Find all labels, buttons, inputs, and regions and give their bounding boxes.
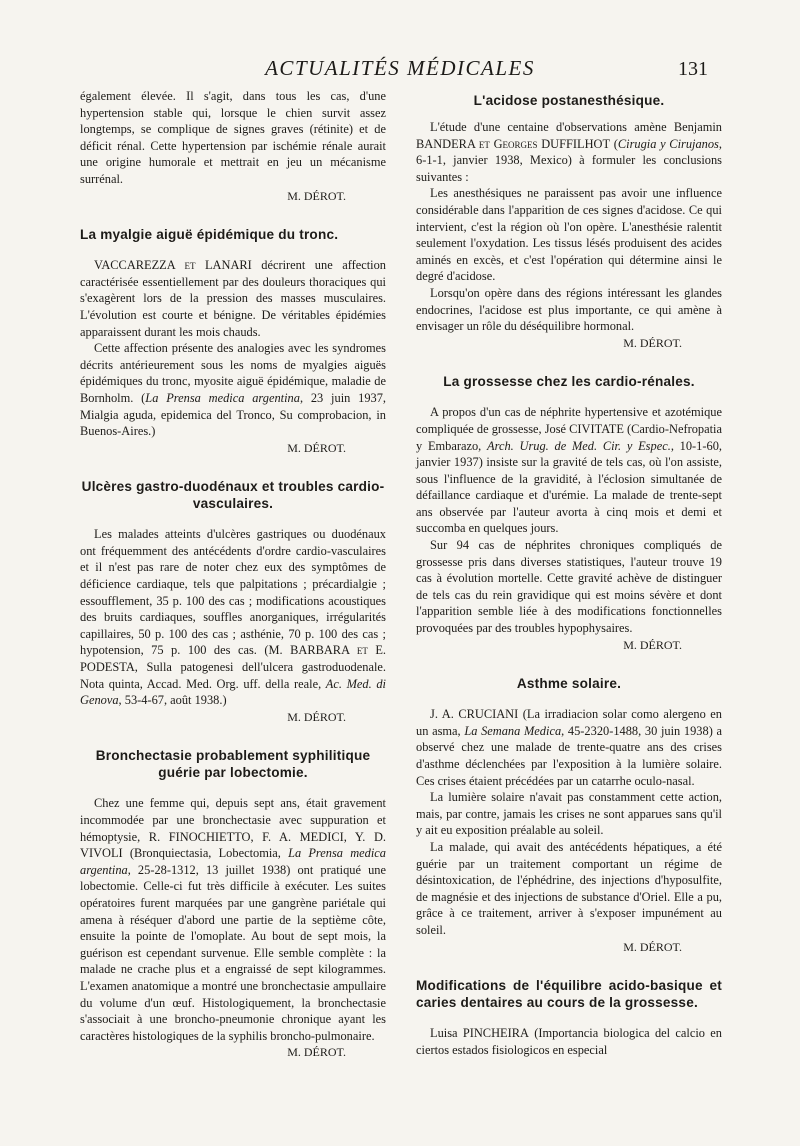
asthme-journal: La Semana Medica xyxy=(464,723,562,738)
ulceres-paragraph-1 xyxy=(80,526,386,709)
asthme-paragraph-1 xyxy=(416,706,722,789)
myalgie-paragraph-1 xyxy=(80,257,386,340)
acidose-paragraph-3: Lorsqu'on opère dans des régions intéressant les glandes endocrines, l'acidose est plus importante, ce qui amène à envisager un rôle du déséquilibre hormonal. xyxy=(416,285,722,334)
modifications-text-1: Luisa xyxy=(430,1026,463,1041)
asthme-authors: J. A. CRUCIANI xyxy=(430,707,519,722)
asthme-mid: (La irradiacion solar como alergeno en un asma, xyxy=(416,707,722,738)
ulceres-text-1: Les malades atteints d'ulcères gastriques ou duodénaux ont fréquemment des antécédents d'ordre cardio-vasculaires et il n'est pas rare de noter chez eux des symptômes de déficience cardiaque, tels que palpitations ; précardialgie ; essoufflement, 35 p. 100 des cas ; modifications acoustiques des bruits cardiaques, souffles anorganiques, irrégularités capillaires, 50 p. 100 des cas ; asthénie, 70 p. 100 des cas ; hypotension, 75 p. 100 des cas. (M. xyxy=(80,527,386,658)
acidose-end: , 6-1-1, janvier 1938, Mexico) à formuler les conclusions suivantes : xyxy=(416,136,722,184)
acidose-signature: M. DÉROT. xyxy=(623,335,682,350)
bronchectasie-end: , 25-28-1312, 13 juillet 1938) ont pratiqué une lobectomie. Celle-ci fut très difficile à exécuter. Les suites opératoires furent marquées par une gangrène pariétale qui amena à réséquer d'abord une partie de la septième côte, ensuite la pointe de l'omoplate. Au bout de sept mois, la guérison est cependant survenue. Elle semble complète : la malade ne crache plus et a engraissé de sept kilogrammes. L'examen anatomique a montré une bronchectasie ampullaire du volume d'un œuf. Histologiquement, la bronchectasie s'associait à une broncho-pneumonie chronique ayant les caractères histologiques de la syphilis broncho-pulmonaire. xyxy=(80,862,386,1043)
asthme-paragraph-3: La malade, qui avait des antécédents hépatiques, a été guérie par un traitement comportant un régime de désintoxication, de l'éphédrine, des injections d'hyposulfite, de magnésie et des injections de substance d'Oriel. Elle a pu, grâce à ce traitement, arriver à s'exposer impunément au soleil. xyxy=(416,839,722,937)
myalgie-text-1: décrirent une affection caractérisée essentiellement par des douleurs thoraciques qui s'exagèrent lors de la pression des masses musculaires. L'évolution est courte et bénigne. De véritables épidémies apparaissent durant les mois chauds. xyxy=(80,258,386,339)
acidose-paragraph-2: Les anesthésiques ne paraissent pas avoir une influence considérable dans l'apparition de ces signes d'acidose. Ce qui intervient, c'est la région où l'on opère. L'anesthésie ralentit seulement l'oxydation. Les tissus lésés produisent des acides aminés en excès, et c'est l'opération qui détermine ainsi le degré d'acidose. xyxy=(416,186,722,284)
myalgie-authors: VACCAREZZA et LANARI xyxy=(94,258,252,273)
intro-signature: M. DÉROT. xyxy=(287,188,346,203)
intro-paragraph: également élevée. Il s'agit, dans tous les cas, d'une hypertension stable qui, lorsque le chien survit assez longtemps, se complique de signes graves (rétinite) et de déficit rénal. Cette hypertension par ischémie rénale aurait une origine humorale et mettrait en jeu un mécanisme surrénal. xyxy=(80,89,386,186)
article-title-myalgie: La myalgie aiguë épidémique du tronc. xyxy=(80,227,339,243)
article-title-bronchectasie: Bronchectasie probablement syphilitique guérie par lobectomie. xyxy=(95,748,371,781)
article-title-modifications: Modifications de l'équilibre acido-basique et caries dentaires au cours de la grossesse. xyxy=(416,978,722,1011)
ulceres-authors: BARBARA et E. PODESTA xyxy=(80,643,386,675)
myalgie-journal: La Prensa medica argentina xyxy=(145,390,300,405)
acidose-authors: BANDERA et Georges DUFFILHOT xyxy=(416,136,611,151)
grossesse-paragraph-1 xyxy=(416,404,722,537)
grossesse-mid: (Cardio-Nefropatia y Embarazo, xyxy=(416,421,722,453)
right-column xyxy=(416,88,722,1058)
grossesse-end: , 10-1-60, janvier 1937) insiste sur la gravité de tels cas, où l'on assiste, sous l'influence de la gravidité, à l'éclosion simultanée de défaillance cardiaque et d'urémie. La malade de trente-sept ans observée par l'auteur avorta à cinq mois et demi et succomba en quelques jours. xyxy=(416,438,722,536)
running-head xyxy=(0,52,800,86)
modifications-paragraph-1 xyxy=(416,1025,722,1058)
ulceres-reference: , Sulla patogenesi dell'ulcera gastroduodenale. Nota quinta, Accad. Med. Org. uff. della reale, xyxy=(80,660,386,691)
ulceres-end: , 53-4-67, août 1938.) xyxy=(118,693,227,708)
bronchectasie-journal: La Prensa medica argentina xyxy=(80,846,386,877)
grossesse-signature: M. DÉROT. xyxy=(623,637,682,652)
asthme-signature: M. DÉROT. xyxy=(623,939,682,954)
running-title: ACTUALITÉS MÉDICALES xyxy=(265,56,535,80)
asthme-end: , 45-2320-1488, 30 juin 1938) a observé chez une malade de trente-quatre ans des crises d'asthme déclenchées par l'exposition à la lumière solaire. Ces crises étaient précédées par un catarrhe oculo-nasal. xyxy=(416,723,722,788)
bronchectasie-authors: FINOCHIETTO, F. A. MEDICI, Y. D. VIVOLI xyxy=(80,829,387,861)
acidose-paragraph-1 xyxy=(416,119,722,185)
article-title-grossesse: La grossesse chez les cardio-rénales. xyxy=(443,374,695,390)
article-title-ulceres: Ulcères gastro-duodénaux et troubles cardio-vasculaires. xyxy=(81,479,385,512)
grossesse-authors: CIVITATE xyxy=(569,421,624,436)
myalgie-paragraph-2 xyxy=(80,340,386,440)
bronchectasie-reference: (Bronquiectasia, Lobectomia, xyxy=(122,846,289,861)
acidose-mid: ( xyxy=(610,136,618,151)
ulceres-signature: M. DÉROT. xyxy=(287,709,346,724)
bronchectasie-text-1: Chez une femme qui, depuis sept ans, était gravement incommodée par une bronchectasie avec suppuration et hémoptysie, R. xyxy=(80,796,386,844)
grossesse-text-1: A propos d'un cas de néphrite hypertensive et azotémique compliquée de grossesse, José xyxy=(416,405,722,436)
modifications-end: (Importancia biologica del calcio en ciertos estados fisiologicos en especial xyxy=(416,1026,722,1057)
modifications-authors: PINCHEIRA xyxy=(462,1026,529,1041)
myalgie-signature: M. DÉROT. xyxy=(287,440,346,455)
article-title-asthme: Asthme solaire. xyxy=(516,676,622,692)
left-column xyxy=(80,88,386,1061)
acidose-text-1: L'étude d'une centaine d'observations amène Benjamin xyxy=(430,120,722,134)
ulceres-journal: Ac. Med. di Genova xyxy=(80,676,386,708)
acidose-journal: Cirugia y Cirujanos xyxy=(617,136,719,151)
page-number: 131 xyxy=(678,58,708,80)
bronchectasie-paragraph-1 xyxy=(80,795,386,1044)
bronchectasie-signature: M. DÉROT. xyxy=(287,1045,346,1060)
asthme-paragraph-2: La lumière solaire n'avait pas constamment cette action, mais, par contre, jamais les crises ne sont apparues sans qu'il y ait eu exposition préalable au soleil. xyxy=(416,790,722,838)
grossesse-paragraph-2: Sur 94 cas de néphrites chroniques compliqués de grossesse pris dans diverses statistiques, l'auteur trouve 19 cas à évolution mortelle. Cette gravité achève de distinguer de tels cas du rein gravidique qui est moins sévère et dont l'apparition semble liée à des modifications fonctionnelles provoquées par des troubles hypophysaires. xyxy=(416,538,722,636)
grossesse-journal: Arch. Urug. de Med. Cir. y Espec. xyxy=(487,438,671,453)
myalgie-text-2: Cette affection présente des analogies avec les syndromes décrits antérieurement sous les noms de myalgies aiguës épidémiques du tronc, myosite aiguë épidémique, maladie de Bornholm. ( xyxy=(80,341,386,405)
myalgie-reference: , 23 juin 1937, Mialgia aguda, epidemica del Tronco, Su comprobacion, in Buenos-Aires.) xyxy=(80,390,387,439)
article-title-acidose: L'acidose postanesthésique. xyxy=(473,93,665,108)
